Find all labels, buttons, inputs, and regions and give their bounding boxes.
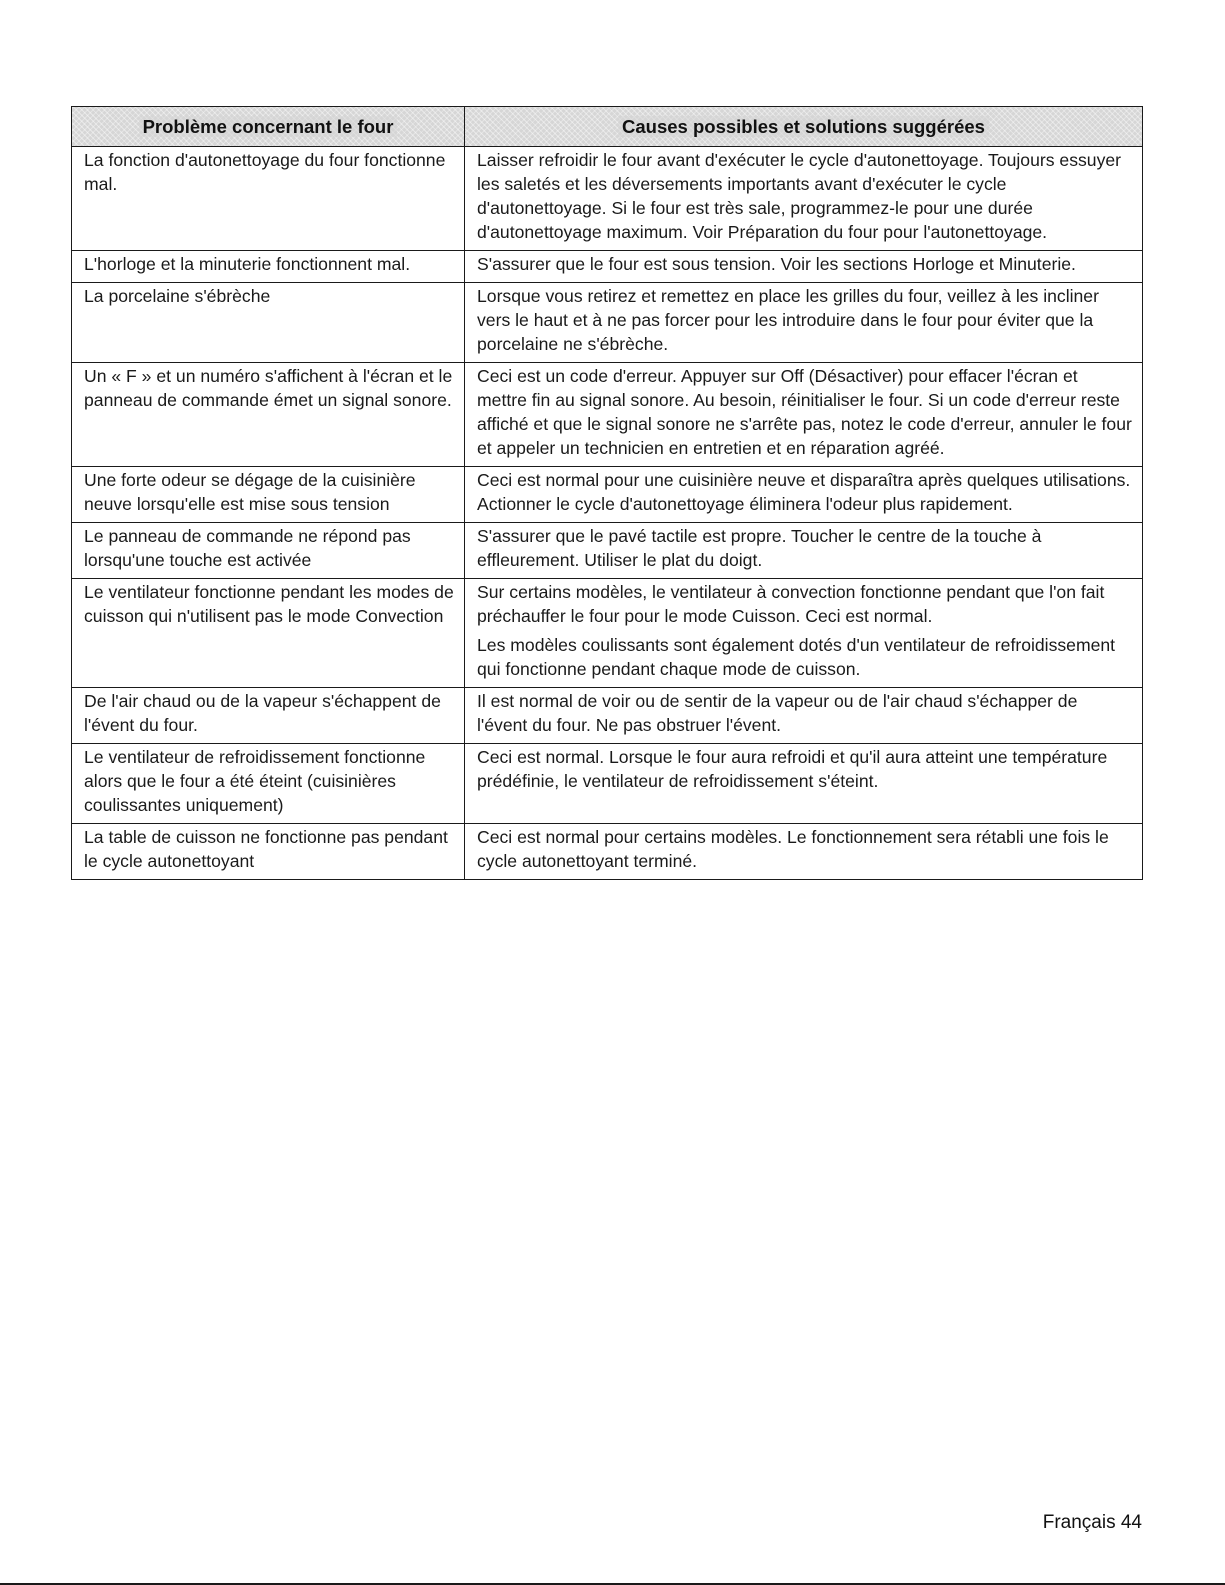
solution-paragraph: Sur certains modèles, le ventilateur à convection fonctionne pendant que l'on fait préchauffer le four pour le mode Cuisson. Ceci est normal. <box>477 582 1105 626</box>
solution-cell <box>465 688 1143 744</box>
solution-cell <box>465 579 1143 688</box>
problem-cell: Un « F » et un numéro s'affichent à l'écran et le panneau de commande émet un signal sonore. <box>72 363 465 467</box>
page-footer: Français 44 <box>1042 1512 1142 1533</box>
table-row <box>72 363 1143 467</box>
header-row <box>72 107 1143 147</box>
solution-paragraph: Ceci est normal pour une cuisinière neuve et disparaîtra après quelques utilisations. Actionner le cycle d'autonettoyage éliminera l'odeur plus rapidement. <box>477 470 1131 514</box>
table-row <box>72 824 1143 880</box>
solution-paragraph: Ceci est normal pour certains modèles. Le fonctionnement sera rétabli une fois le cycle autonettoyant terminé. <box>477 827 1109 871</box>
problem-cell: Le ventilateur fonctionne pendant les modes de cuisson qui n'utilisent pas le mode Convection <box>72 579 465 688</box>
table-row <box>72 467 1143 523</box>
table-row <box>72 688 1143 744</box>
solution-cell <box>465 363 1143 467</box>
table-row <box>72 744 1143 824</box>
problem-cell: Une forte odeur se dégage de la cuisinière neuve lorsqu'elle est mise sous tension <box>72 467 465 523</box>
problem-cell: La fonction d'autonettoyage du four fonctionne mal. <box>72 147 465 251</box>
table-row <box>72 251 1143 283</box>
table-body <box>72 147 1143 880</box>
problem-cell: Le ventilateur de refroidissement fonctionne alors que le four a été éteint (cuisinières coulissantes uniquement) <box>72 744 465 824</box>
solution-cell <box>465 467 1143 523</box>
solution-paragraph: Laisser refroidir le four avant d'exécuter le cycle d'autonettoyage. Toujours essuyer les saletés et les déversements importants avant d'exécuter le cycle d'autonettoyage. Si le four est très sale, programmez-le pour une durée d'autonettoyage maximum. Voir Préparation du four pour l'autonettoyage. <box>477 150 1122 242</box>
solution-paragraph: S'assurer que le four est sous tension. Voir les sections Horloge et Minuterie. <box>477 254 1076 274</box>
solution-cell <box>465 147 1143 251</box>
solution-paragraph: Lorsque vous retirez et remettez en place les grilles du four, veillez à les incliner vers le haut et à ne pas forcer pour les introduire dans le four pour éviter que la porcelaine ne s'ébrèche. <box>477 286 1099 354</box>
table-row <box>72 523 1143 579</box>
table-row <box>72 283 1143 363</box>
troubleshooting-table <box>71 106 1143 880</box>
problem-cell: De l'air chaud ou de la vapeur s'échappent de l'évent du four. <box>72 688 465 744</box>
solution-column-header <box>465 107 1143 147</box>
problem-header-label: Problème concernant le four <box>139 116 398 137</box>
solution-cell <box>465 824 1143 880</box>
table-row <box>72 579 1143 688</box>
solution-cell <box>465 744 1143 824</box>
problem-column-header <box>72 107 465 147</box>
solution-cell <box>465 251 1143 283</box>
table-row <box>72 147 1143 251</box>
solution-paragraph: S'assurer que le pavé tactile est propre. Toucher le centre de la touche à effleurement. Utiliser le plat du doigt. <box>477 526 1042 570</box>
solution-paragraph: Ceci est normal. Lorsque le four aura refroidi et qu'il aura atteint une température prédéfinie, le ventilateur de refroidissement s'éteint. <box>477 747 1108 791</box>
problem-cell: La porcelaine s'ébrèche <box>72 283 465 363</box>
solution-cell <box>465 283 1143 363</box>
problem-cell: La table de cuisson ne fonctionne pas pendant le cycle autonettoyant <box>72 824 465 880</box>
solution-paragraph: Il est normal de voir ou de sentir de la vapeur ou de l'air chaud s'échapper de l'évent du four. Ne pas obstruer l'évent. <box>477 691 1078 735</box>
solution-paragraph: Les modèles coulissants sont également dotés d'un ventilateur de refroidissement qui fonctionne pendant chaque mode de cuisson. <box>477 635 1116 679</box>
solution-header-label: Causes possibles et solutions suggérées <box>618 116 989 137</box>
problem-cell: L'horloge et la minuterie fonctionnent mal. <box>72 251 465 283</box>
problem-cell: Le panneau de commande ne répond pas lorsqu'une touche est activée <box>72 523 465 579</box>
table-header <box>72 107 1143 147</box>
solution-cell <box>465 523 1143 579</box>
solution-paragraph: Ceci est un code d'erreur. Appuyer sur Off (Désactiver) pour effacer l'écran et mettre fin au signal sonore. Au besoin, réinitialiser le four. Si un code d'erreur reste affiché et que le signal sonore ne s'arrête pas, notez le code d'erreur, annuler le four et appeler un technicien en entretien et en réparation agréé. <box>477 366 1132 458</box>
